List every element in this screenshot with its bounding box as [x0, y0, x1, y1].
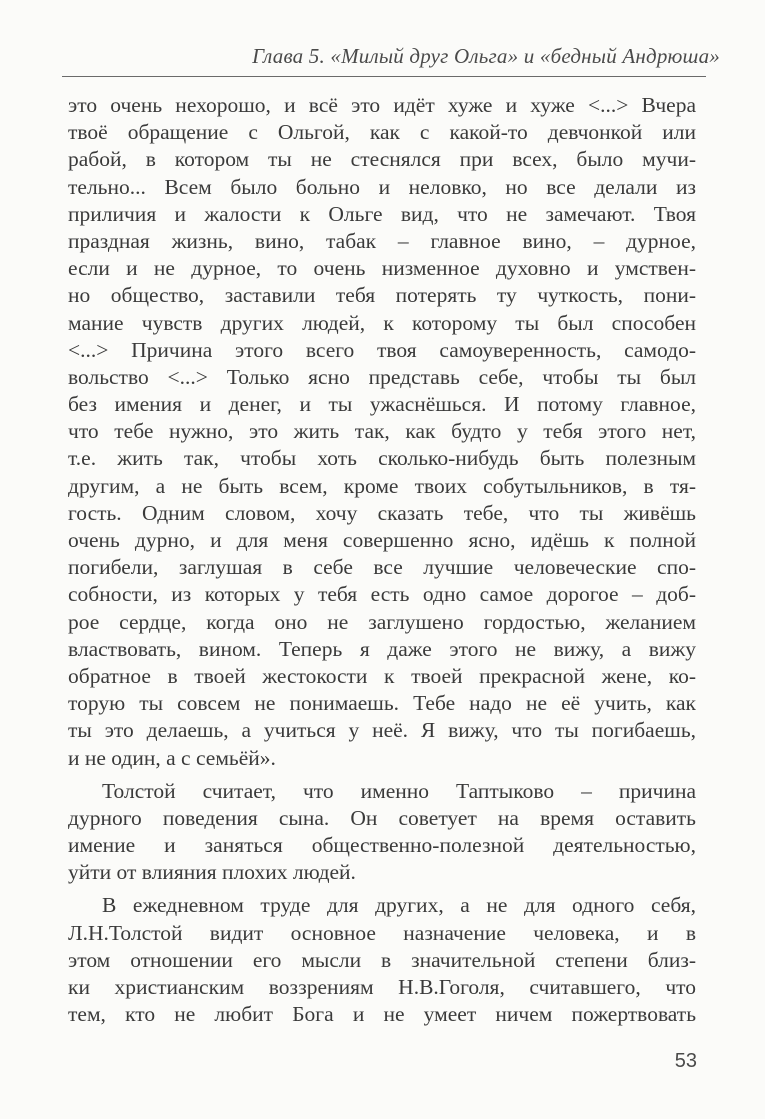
text-line: т.е. жить так, чтобы хоть сколько-нибудь быть полезным: [68, 446, 696, 471]
text-line: ки христианским воззрениям Н.В.Гоголя, считавшего, что: [68, 975, 696, 999]
text-line: праздная жизнь, вино, табак – главное вино, – дурное,: [68, 228, 696, 253]
text-line: дурного поведения сына. Он советует на время оставить: [68, 805, 696, 830]
text-line: и не один, а с семьёй».: [68, 745, 276, 770]
text-line: без имения и денег, и ты ужаснёшься. И потому главное,: [68, 392, 696, 417]
text-line: твоё обращение с Ольгой, как с какой-то девчонкой или: [68, 120, 696, 145]
text-line: вольство <...> Только ясно представь себе, чтобы ты был: [68, 364, 696, 389]
text-line: уйти от влияния плохих людей.: [68, 860, 356, 885]
text-line: имение и заняться общественно-полезной деятельностью,: [68, 833, 696, 858]
text-line: этом отношении его мысли в значительной степени близ-: [68, 947, 696, 972]
text-line: приличия и жалости к Ольге вид, что не замечают. Твоя: [68, 201, 696, 226]
text-line: но общество, заставили тебя потерять ту чуткость, пони-: [68, 283, 696, 308]
text-line: погибели, заглушая в себе все лучшие человеческие спо-: [68, 555, 696, 580]
text-line: рое сердце, когда оно не заглушено гордостью, желанием: [68, 609, 696, 634]
header-rule: [62, 76, 706, 77]
page-number: 53: [674, 1050, 697, 1072]
body-text: [68, 92, 696, 1028]
text-line: властвовать, вином. Теперь я даже этого не вижу, а вижу: [68, 636, 696, 661]
text-line: Л.Н.Толстой видит основное назначение человека, и в: [68, 920, 696, 945]
text-line: торую ты совсем не понимаешь. Тебе надо не её учить, как: [68, 691, 696, 716]
running-head: Глава 5. «Милый друг Ольга» и «бедный Андрюша»: [252, 44, 720, 68]
text-line: тем, кто не любит Бога и не умеет ничем пожертвовать: [68, 1002, 696, 1027]
text-line: мание чувств других людей, к которому ты был способен: [68, 310, 696, 335]
text-line: рабой, в котором ты не стеснялся при всех, было мучи-: [68, 147, 696, 172]
text-line: Толстой считает, что именно Таптыково – причина: [102, 778, 696, 803]
text-line: обратное в твоей жестокости к твоей прекрасной жене, ко-: [68, 663, 696, 688]
text-line: очень дурно, и для меня совершенно ясно, идёшь к полной: [68, 528, 696, 552]
text-line: В ежедневном труде для других, а не для одного себя,: [102, 893, 696, 918]
text-line: если и не дурное, то очень низменное духовно и умствен-: [68, 256, 696, 281]
text-line: гость. Одним словом, хочу сказать тебе, что ты живёшь: [68, 500, 696, 525]
text-line: тельно... Всем было больно и неловко, но все делали из: [68, 174, 696, 199]
text-line: ты это делаешь, а учиться у неё. Я вижу, что ты погибаешь,: [68, 718, 696, 743]
text-line: собности, из которых у тебя есть одно самое дорогое – доб-: [68, 582, 696, 607]
text-line: это очень нехорошо, и всё это идёт хуже и хуже <...> Вчера: [68, 93, 696, 117]
text-line: другим, а не быть всем, кроме твоих собутыльников, в тя-: [68, 473, 696, 498]
text-line: <...> Причина этого всего твоя самоуверенность, самодо-: [68, 337, 696, 362]
text-line: что тебе нужно, это жить так, как будто у тебя этого нет,: [68, 419, 696, 444]
